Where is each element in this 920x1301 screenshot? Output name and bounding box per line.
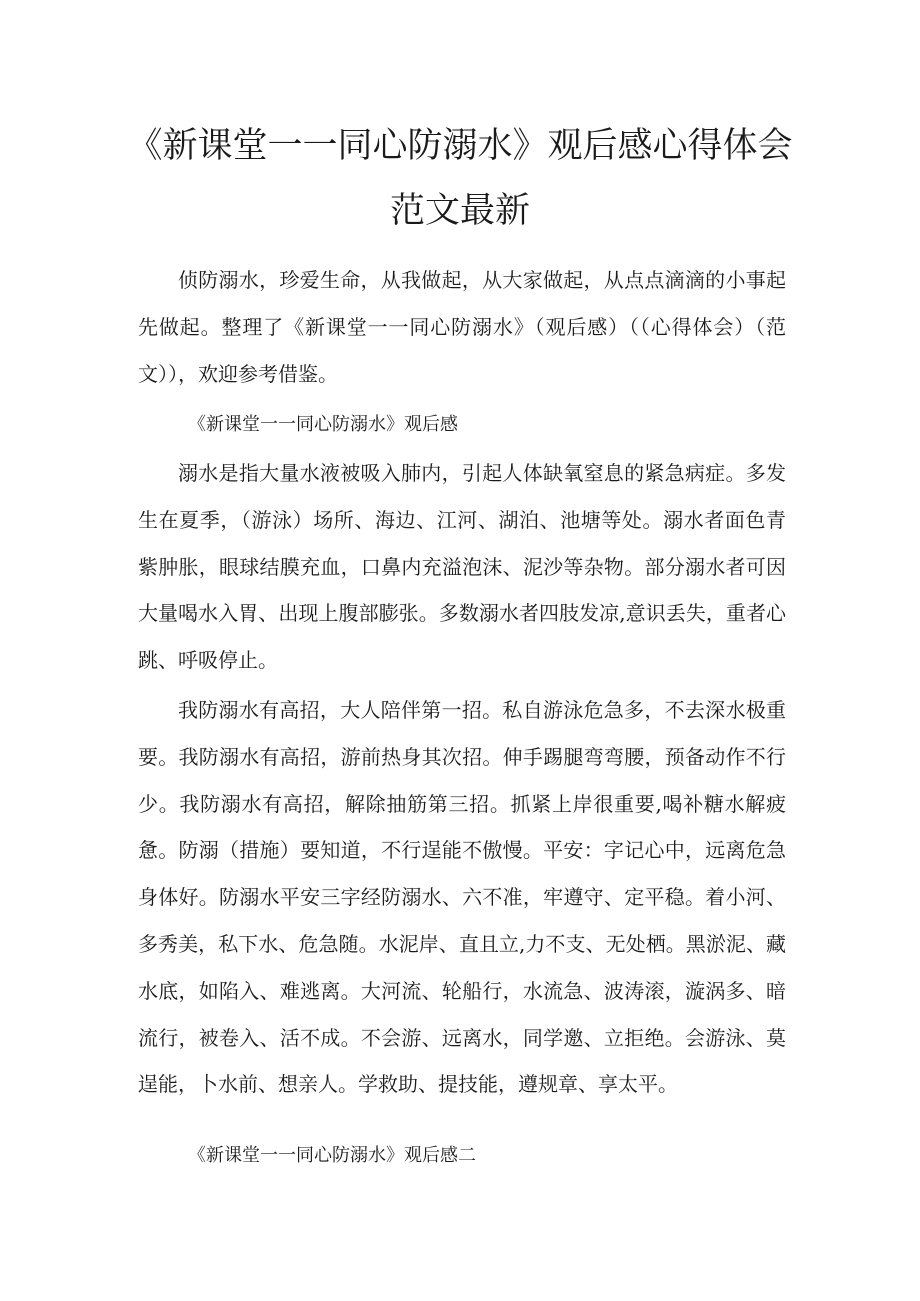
section-1-paragraph-1: 溺水是指大量水液被吸入肺内，引起人体缺氧窒息的紧急病症。多发生在夏季，（游泳）场所、海边、江河、湖泊、池塘等处。溺水者面色青紫肿胀，眼球结膜充血，口鼻内充溢泡沫、泥沙等杂物。部分溺水者可因大量喝水入胃、出现上腹部膨张。多数溺水者四肢发凉,意识丢失，重者心跳、呼吸停止。	[138, 461, 786, 673]
document-title-line-1: 《新课堂一一同心防溺水》观后感心得体会	[127, 126, 793, 166]
document-title-line-2: 范文最新	[389, 191, 530, 231]
section-1-heading: 《新课堂一一同心防溺水》观后感	[188, 414, 458, 435]
section-1-paragraph-2: 我防溺水有高招，大人陪伴第一招。私自游泳危急多，不去深水极重要。我防溺水有高招，游前热身其次招。伸手踢腿弯弯腰，预备动作不行少。我防溺水有高招，解除抽筋第三招。抓紧上岸很重要,喝补糖水解疲惫。防溺（措施）要知道，不行逞能不傲慢。平安：字记心中，远离危急身体好。防溺水平安三字经防溺水、六不准，牢遵守、定平稳。着小河、多秀美，私下水、危急随。水泥岸、直且立,力不支、无处栖。黑淤泥、藏水底，如陷入、难逃离。大河流、轮船行，水流急、波涛滚，漩涡多、暗流行，被卷入、活不成。不会游、远离水，同学邀、立拒绝。会游泳、莫逞能，卜水前、想亲人。学救助、提技能，遵规章、享太平。	[138, 698, 786, 1097]
section-2-heading: 《新课堂一一同心防溺水》观后感二	[188, 1145, 476, 1166]
intro-paragraph: 侦防溺水，珍爱生命，从我做起，从大家做起，从点点滴滴的小事起先做起。整理了《新课堂一一同心防溺水》（观后感）（（心得体会）（范文）），欢迎参考借鉴。	[138, 268, 786, 386]
